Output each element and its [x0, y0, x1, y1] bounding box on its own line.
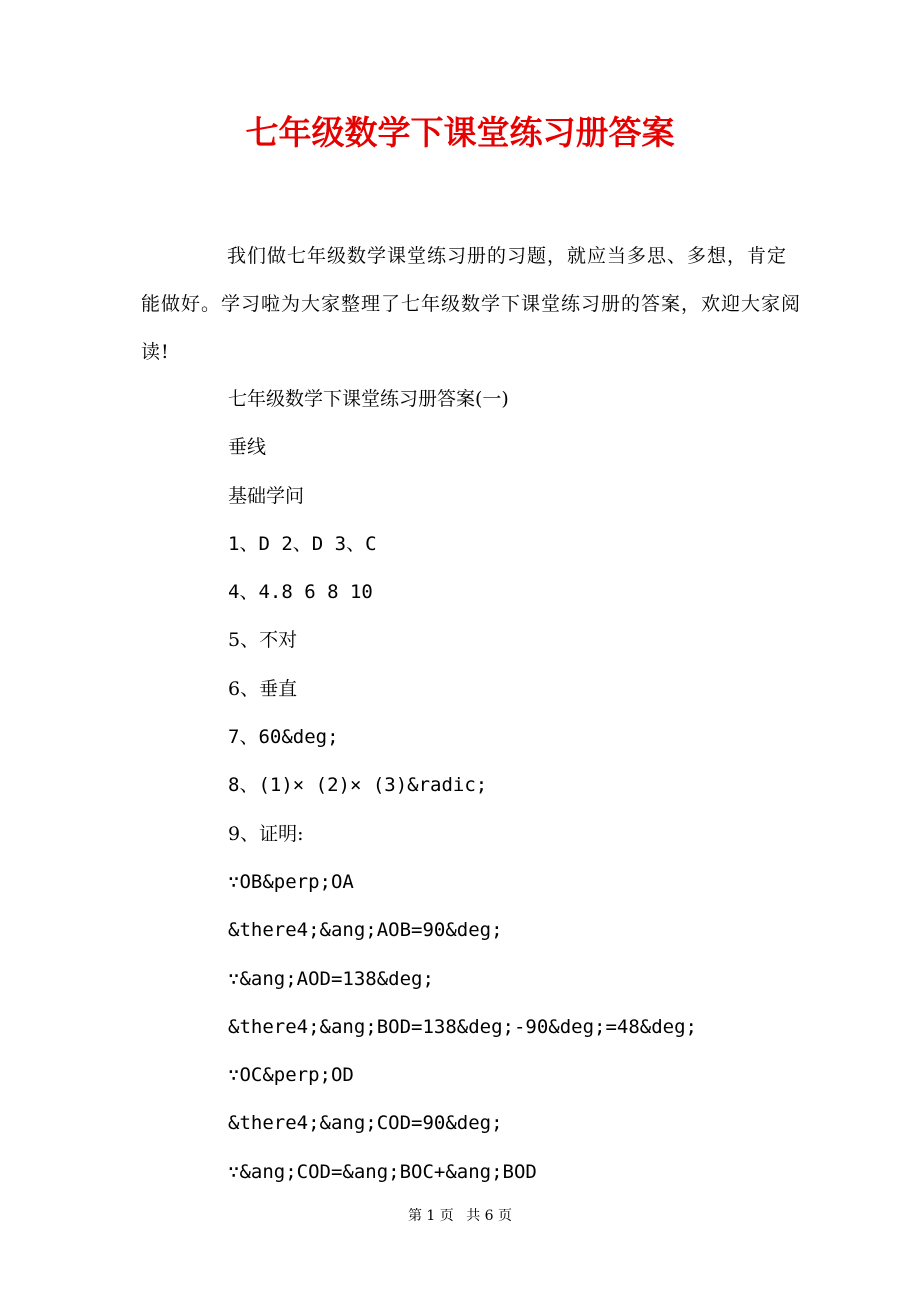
section-heading: 七年级数学下课堂练习册答案(一) — [228, 388, 509, 410]
proof-line: &there4;&ang;AOB=90&deg; — [228, 919, 503, 942]
answer-line: 9、证明: — [228, 822, 304, 845]
proof-line: ∵&ang;COD=&ang;BOC+&ang;BOD — [228, 1160, 537, 1183]
page-footer — [0, 1204, 920, 1228]
answer-line: 7、60&deg; — [228, 726, 339, 749]
proof-line: &there4;&ang;BOD=138&deg;-90&deg;=48&deg; — [228, 1015, 697, 1038]
answer-line: 6、垂直 — [228, 677, 298, 700]
page-total: 共 6 页 — [466, 1208, 513, 1224]
answer-line: 1、D 2、D 3、C — [228, 532, 377, 555]
topic-heading: 垂线 — [228, 436, 267, 459]
proof-line: &there4;&ang;COD=90&deg; — [228, 1112, 503, 1135]
answer-line: 8、(1)× (2)× (3)&radic; — [228, 774, 488, 797]
answer-lines — [228, 375, 697, 1196]
proof-line: ∵OB&perp;OA — [228, 870, 354, 893]
page-number: 第 1 页 — [407, 1208, 454, 1224]
answer-line: 4、4.8 6 8 10 — [228, 581, 373, 604]
proof-line: ∵OC&perp;OD — [228, 1064, 354, 1087]
subtopic-heading: 基础学问 — [228, 484, 305, 507]
answer-line: 5、不对 — [228, 629, 298, 652]
document-title: 七年级数学下课堂练习册答案 — [245, 113, 675, 152]
proof-line: ∵&ang;AOD=138&deg; — [228, 967, 434, 990]
intro-paragraph: 我们做七年级数学课堂练习册的习题，就应当多思、多想，肯定能做好。学习啦为大家整理了七年级数学下课堂练习册的答案，欢迎大家阅读! — [141, 245, 802, 363]
